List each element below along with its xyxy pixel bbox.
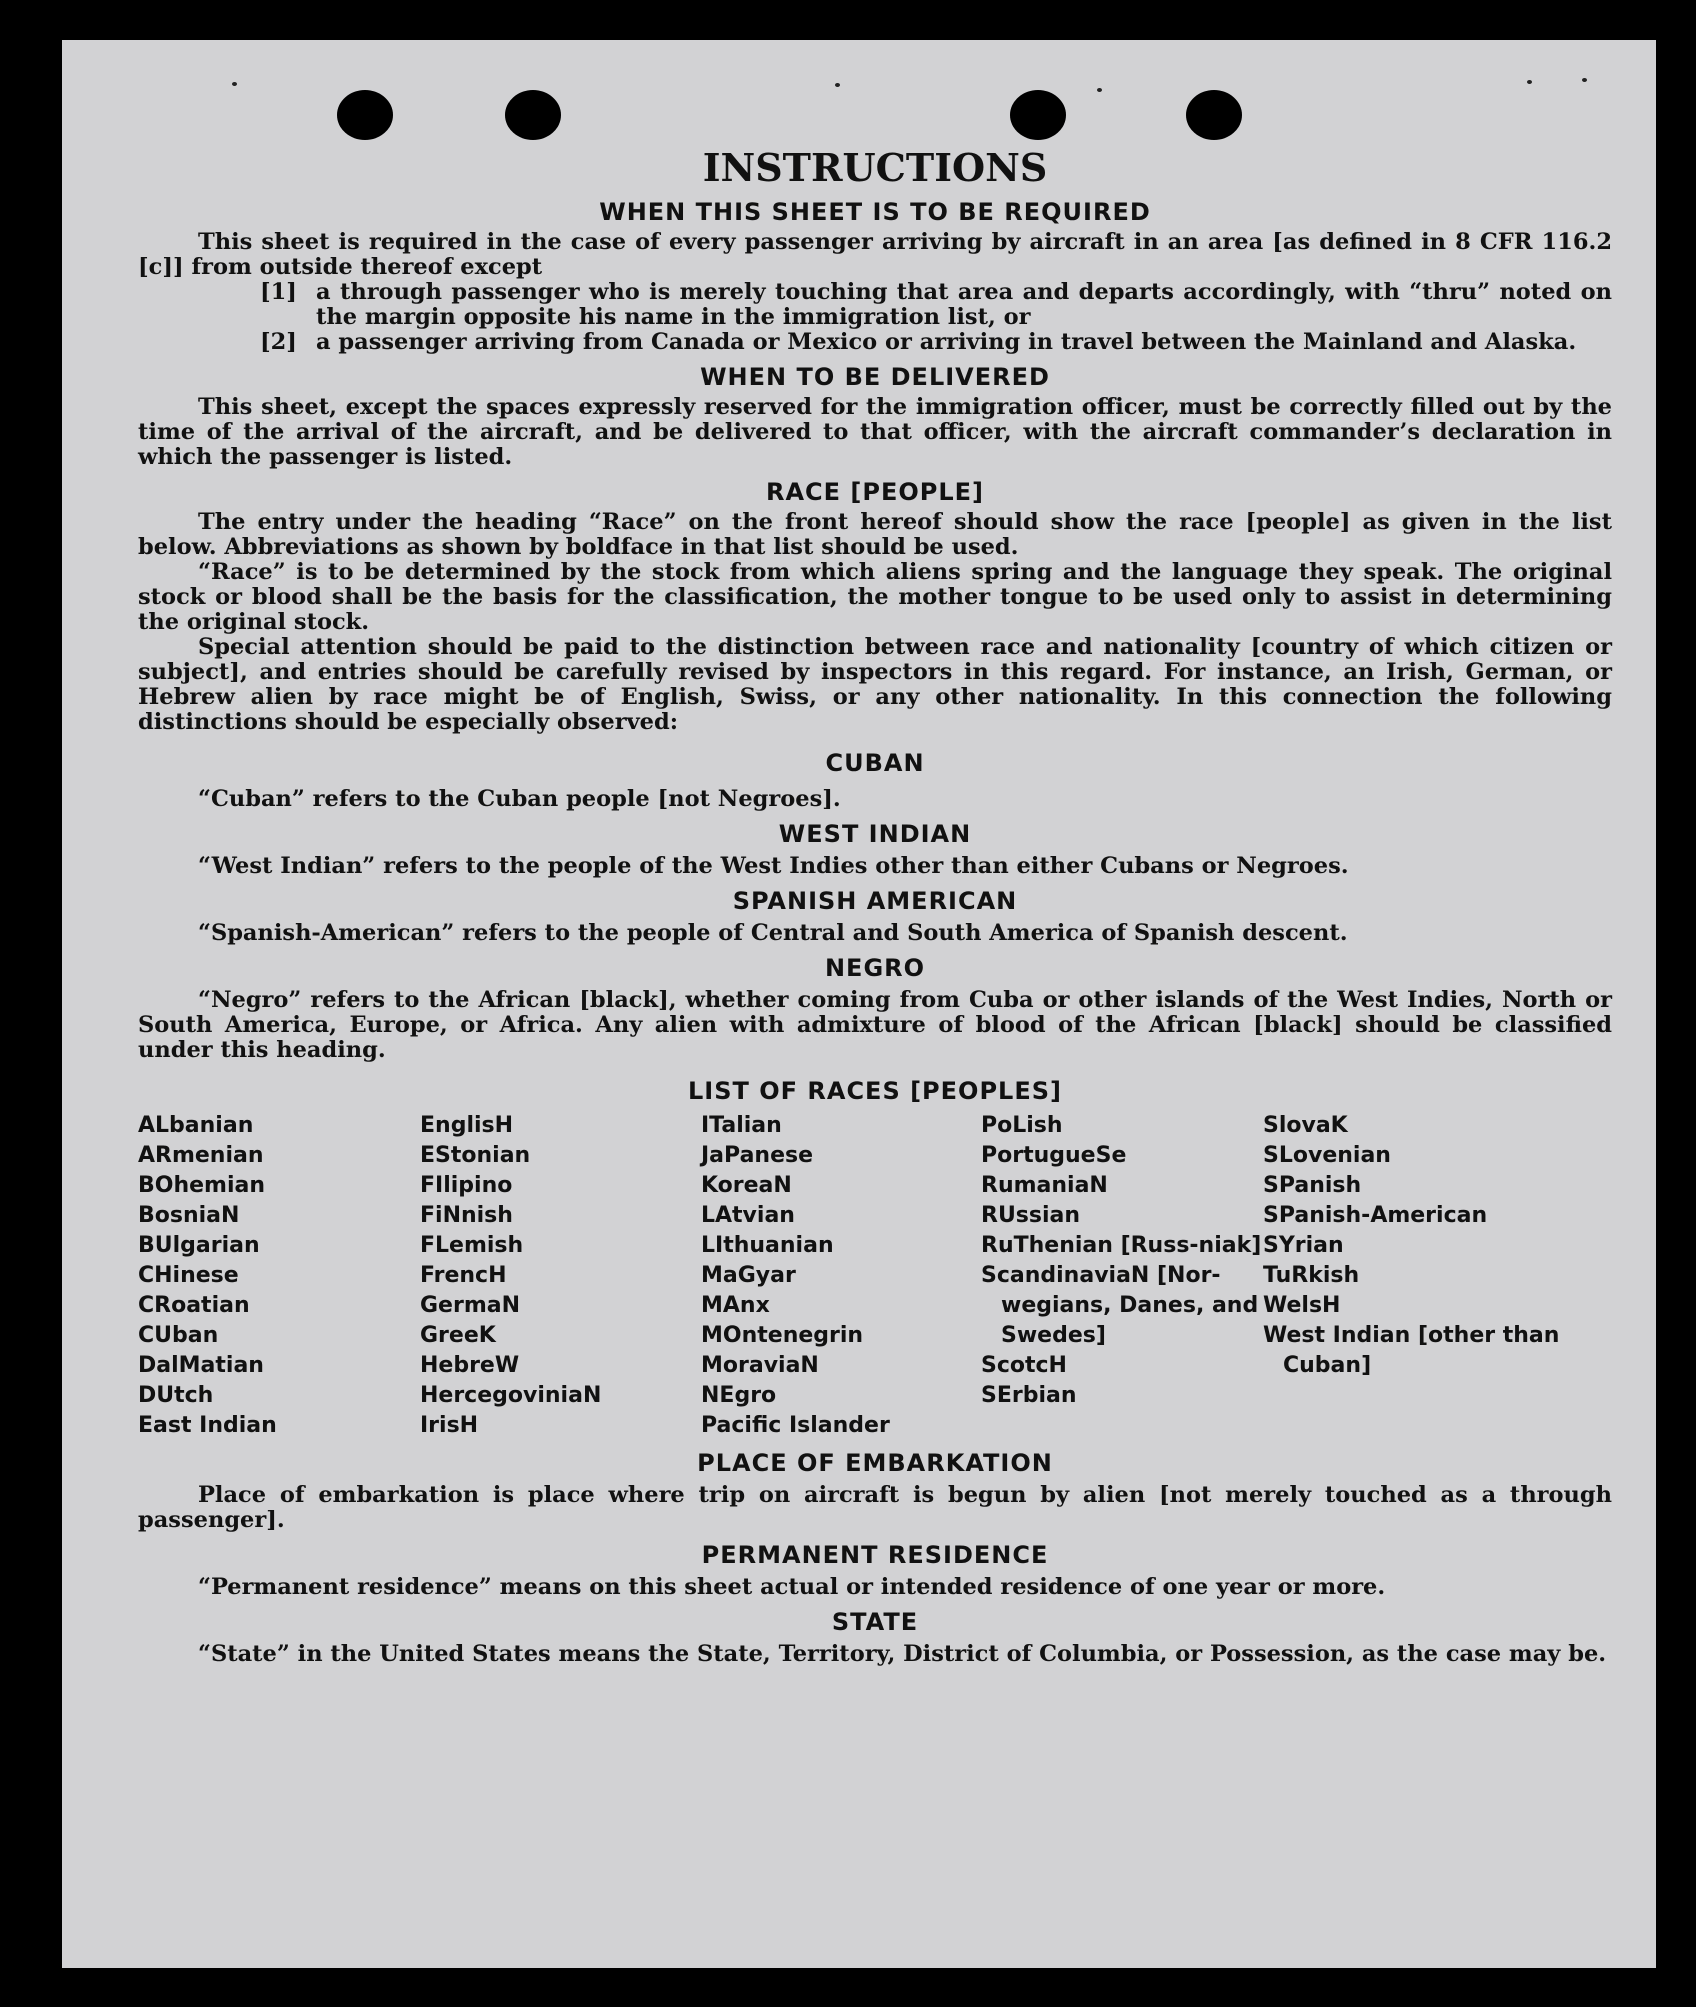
punch-hole	[1186, 90, 1242, 140]
race-entry: MAnx	[701, 1293, 770, 1318]
race-entry: ScotcH	[981, 1353, 1067, 1378]
exception-text: a passenger arriving from Canada or Mexico or arriving in travel between the Mainland and Alaska.	[316, 329, 1577, 355]
section-heading-race: RACE [PEOPLE]	[765, 478, 985, 506]
race-entry: DalMatian	[138, 1353, 264, 1378]
delivered-text: This sheet, except the spaces expressly reserved for the immigration officer, must be correctly filled out by the time of the arrival of the aircraft, and be delivered to that officer, with the aircraft commander’s declaration in which the passenger is listed.	[138, 394, 1612, 470]
exception-number: [2]	[260, 329, 297, 355]
punch-hole	[337, 90, 393, 140]
race-entry: WelsH	[1263, 1293, 1341, 1318]
race-entry: Pacific Islander	[701, 1413, 890, 1438]
instructions-content	[138, 145, 1612, 1667]
punch-hole	[1010, 90, 1066, 140]
cuban-text: “Cuban” refers to the Cuban people [not Negroes].	[198, 786, 841, 812]
race-entry: EStonian	[420, 1143, 531, 1168]
race-column	[981, 1111, 1263, 1441]
race-entry: SLovenian	[1263, 1143, 1391, 1168]
race-entry: SlovaK	[1263, 1113, 1348, 1138]
race-entry: LAtvian	[701, 1203, 795, 1228]
race-entry: GermaN	[420, 1293, 521, 1318]
west-indian-text: “West Indian” refers to the people of the West Indies other than either Cubans or Negroes.	[198, 853, 1349, 879]
ink-speck	[1097, 88, 1102, 92]
race-entry: ARmenian	[138, 1143, 264, 1168]
race-entry: HercegoviniaN	[420, 1383, 602, 1408]
race-entry: FLemish	[420, 1233, 524, 1258]
race-entry: SErbian	[981, 1383, 1077, 1408]
race-entry: BosniaN	[138, 1203, 240, 1228]
race-entry: JaPanese	[701, 1143, 814, 1168]
page-title: INSTRUCTIONS	[702, 145, 1048, 190]
section-heading-state: STATE	[831, 1608, 919, 1636]
race-entry: CRoatian	[138, 1293, 250, 1318]
race-entry: MaGyar	[701, 1263, 796, 1288]
required-intro: This sheet is required in the case of every passenger arriving by aircraft in an area [as defined in 8 CFR 116.2 [c]] from outside thereof except	[138, 229, 1612, 280]
section-heading-spanish-american: SPANISH AMERICAN	[732, 887, 1018, 915]
ink-speck	[1582, 78, 1587, 82]
section-heading-delivered: WHEN TO BE DELIVERED	[700, 363, 1050, 391]
race-paragraph: “Race” is to be determined by the stock from which aliens spring and the language they speak. The original stock or blood shall be the basis for the classification, the mother tongue to be used only to assist in determining the original stock.	[138, 559, 1612, 635]
race-entry: RuThenian [Russ-niak]	[981, 1233, 1262, 1258]
residence-text: “Permanent residence” means on this sheet actual or intended residence of one year or more.	[198, 1574, 1386, 1600]
race-paragraph: The entry under the heading “Race” on the front hereof should show the race [people] as given in the list below. Abbreviations as shown by boldface in that list should be used.	[138, 509, 1612, 560]
race-entry: NEgro	[701, 1383, 777, 1408]
race-entry: RUssian	[981, 1203, 1081, 1228]
race-entry: FiNnish	[420, 1203, 513, 1228]
negro-text: “Negro” refers to the African [black], whether coming from Cuba or other islands of the West Indies, North or South America, Europe, or Africa. Any alien with admixture of blood of the African [black] should be classified under this heading.	[138, 987, 1612, 1063]
section-heading-cuban: CUBAN	[825, 749, 925, 777]
race-entry: EnglisH	[420, 1113, 514, 1138]
race-entry: FrencH	[420, 1263, 507, 1288]
ink-speck	[232, 82, 237, 86]
race-entry: DUtch	[138, 1383, 214, 1408]
ink-speck	[1527, 80, 1532, 84]
race-entry: West Indian [other than Cuban]	[1263, 1323, 1560, 1378]
race-column	[420, 1111, 701, 1441]
section-heading-residence: PERMANENT RESIDENCE	[701, 1541, 1049, 1569]
race-entry: MoraviaN	[701, 1353, 819, 1378]
race-column	[1263, 1111, 1563, 1441]
race-entry: GreeK	[420, 1323, 496, 1348]
race-entry: LIthuanian	[701, 1233, 834, 1258]
exception-number: [1]	[260, 279, 297, 305]
race-entry: IrisH	[420, 1413, 479, 1438]
race-list	[138, 1111, 1612, 1441]
document-sheet	[62, 40, 1656, 1968]
ink-speck	[835, 83, 840, 87]
embarkation-text: Place of embarkation is place where trip on aircraft is begun by alien [not merely touched as a through passenger].	[138, 1482, 1612, 1533]
section-heading-required: WHEN THIS SHEET IS TO BE REQUIRED	[599, 198, 1151, 226]
race-entry: ScandinaviaN [Nor-wegians, Danes, and Swedes]	[981, 1263, 1259, 1348]
race-entry: TuRkish	[1263, 1263, 1360, 1288]
race-entry: SPanish	[1263, 1173, 1362, 1198]
race-entry: CHinese	[138, 1263, 239, 1288]
race-column	[701, 1111, 981, 1441]
section-heading-embarkation: PLACE OF EMBARKATION	[697, 1449, 1053, 1477]
race-entry: BUlgarian	[138, 1233, 260, 1258]
exception-item	[260, 330, 1612, 355]
race-entry: PortugueSe	[981, 1143, 1127, 1168]
race-entry: FIlipino	[420, 1173, 513, 1198]
punch-hole	[505, 90, 561, 140]
race-entry: KoreaN	[701, 1173, 792, 1198]
section-heading-west-indian: WEST INDIAN	[778, 820, 972, 848]
race-entry: SYrian	[1263, 1233, 1344, 1258]
spanish-american-text: “Spanish-American” refers to the people of Central and South America of Spanish descent.	[198, 920, 1348, 946]
race-entry: HebreW	[420, 1353, 520, 1378]
race-entry: East Indian	[138, 1413, 277, 1438]
race-entry: ALbanian	[138, 1113, 254, 1138]
race-entry: BOhemian	[138, 1173, 266, 1198]
race-entry: RumaniaN	[981, 1173, 1108, 1198]
state-text: “State” in the United States means the State, Territory, District of Columbia, or Possession, as the case may be.	[198, 1641, 1607, 1667]
race-entry: CUban	[138, 1323, 219, 1348]
race-paragraph: Special attention should be paid to the distinction between race and nationality [country of which citizen or subject], and entries should be carefully revised by inspectors in this regard. For instance, an Irish, German, or Hebrew alien by race might be of English, Swiss, or any other nationality. In this connection the following distinctions should be especially observed:	[138, 634, 1612, 735]
exception-item	[260, 280, 1612, 330]
race-column	[138, 1111, 420, 1441]
exception-text: a through passenger who is merely touching that area and departs accordingly, with “thru” noted on the margin opposite his name in the immigration list, or	[316, 279, 1612, 330]
race-entry: PoLish	[981, 1113, 1063, 1138]
race-entry: MOntenegrin	[701, 1323, 864, 1348]
section-heading-list-of-races: LIST OF RACES [PEOPLES]	[688, 1077, 1062, 1105]
race-entry: SPanish-American	[1263, 1203, 1488, 1228]
section-heading-negro: NEGRO	[824, 954, 926, 982]
race-entry: ITalian	[701, 1113, 782, 1138]
